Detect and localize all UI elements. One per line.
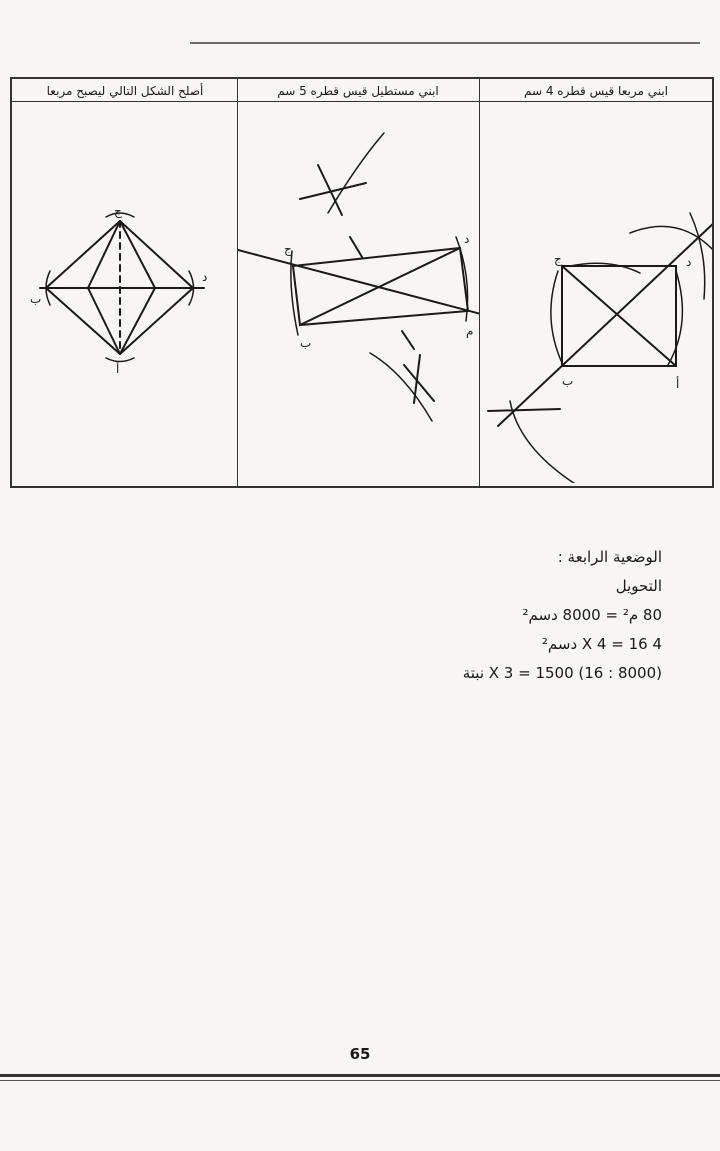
fix-figure (12, 103, 237, 483)
rectangle-vertex-b-label: ب (300, 336, 312, 350)
square-figure (480, 103, 712, 483)
rectangle-vertex-c-label: ج (284, 242, 292, 256)
situation-answer (302, 543, 662, 688)
answer-line: (8000 : 16) X 3 = 1500 نبتة (462, 664, 662, 682)
top-rule (190, 42, 700, 44)
rectangle-figure-drawing (238, 103, 479, 483)
fix-figure-drawing (12, 103, 237, 483)
answer-line: 4 X 4 = 16 دسم² (541, 635, 662, 653)
header-divider (12, 101, 712, 102)
exercise-rectangle-title: ابني مستطيل قيس قطره 5 سم (277, 84, 439, 98)
fix-vertex-a-label: أ (116, 362, 120, 376)
answer-line: 80 م² = 8000 دسم² (522, 606, 662, 624)
rectangle-vertex-d-label: د (464, 232, 470, 246)
rectangle-figure (238, 103, 479, 483)
exercise-fix-title: أصلح الشكل التالي ليصبح مربعا (46, 84, 204, 98)
exercise-square-title: ابني مربعا قيس قطره 4 سم (523, 84, 669, 98)
conversion-label: التحويل (615, 577, 662, 595)
exercise-table (10, 77, 714, 488)
rectangle-vertex-a-label: م (466, 324, 474, 338)
bottom-rule (0, 1074, 720, 1077)
fix-vertex-b-label: ب (30, 292, 42, 306)
square-vertex-d-label: د (686, 255, 692, 269)
fix-vertex-d-label: د (202, 270, 208, 284)
situation-heading: الوضعية الرابعة : (557, 548, 662, 566)
bottom-rule-thin (0, 1080, 720, 1081)
square-vertex-c-label: ج (554, 252, 562, 266)
fix-vertex-c-label: ج (114, 204, 122, 218)
square-vertex-b-label: ب (562, 374, 574, 388)
square-vertex-a-label: أ (676, 377, 680, 391)
page-number: 65 (349, 1045, 371, 1063)
square-figure-drawing (480, 103, 712, 483)
